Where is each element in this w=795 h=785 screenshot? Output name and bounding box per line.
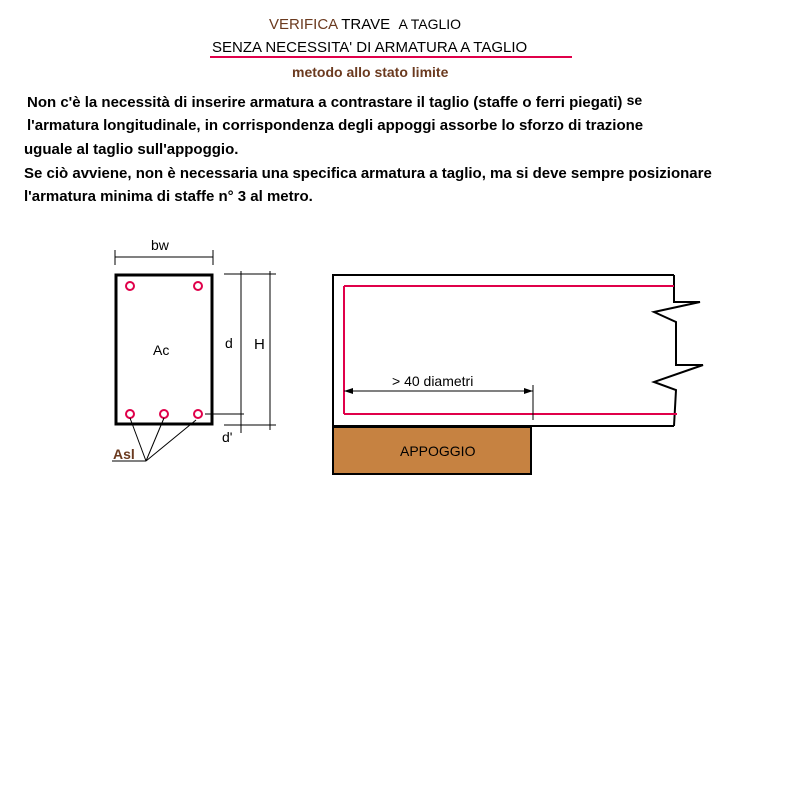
title-a-taglio: A TAGLIO <box>398 16 462 32</box>
h-label: H <box>254 336 265 353</box>
support-label: APPOGGIO <box>400 443 476 459</box>
paragraph-line-2: l'armatura longitudinale, in corrispondenza degli appoggi assorbe lo sforzo di trazione <box>27 117 644 134</box>
asl-label: Asl <box>113 446 135 462</box>
asl-leader-3 <box>146 420 196 461</box>
paragraph-line-1-se: se <box>626 92 643 108</box>
anchorage-label: > 40 diametri <box>392 373 474 389</box>
rebar-bottom-middle <box>160 410 168 418</box>
ac-label: Ac <box>153 342 170 358</box>
rebar-bottom-left <box>126 410 134 418</box>
d-prime-label: d' <box>222 429 233 445</box>
title-line-2: SENZA NECESSITA' DI ARMATURA A TAGLIO <box>212 39 528 56</box>
rebar-bottom-right <box>194 410 202 418</box>
rebar-top-left <box>126 282 134 290</box>
title-line-3: metodo allo stato limite <box>292 64 449 80</box>
paragraph-line-5-dot: . <box>308 188 313 205</box>
rebar-top-right <box>194 282 202 290</box>
anchorage-arrow-left <box>344 388 353 394</box>
paragraph-line-3: uguale al taglio sull'appoggio. <box>24 141 239 158</box>
d-label: d <box>225 335 233 351</box>
beam-break-line <box>654 275 703 426</box>
cross-section <box>112 237 276 462</box>
paragraph-line-4: Se ciò avviene, non è necessaria una specifica armatura a taglio, ma si deve sempre posizionare <box>24 165 712 182</box>
bw-label: bw <box>151 237 169 253</box>
paragraph-line-5-main: l'armatura minima di staffe n° 3 al metro <box>24 188 309 205</box>
anchorage-arrow-right <box>524 388 533 394</box>
beam-elevation <box>333 275 703 474</box>
title-verifica: VERIFICA <box>269 16 338 33</box>
title-trave: TRAVE <box>341 16 391 33</box>
beam-outline <box>333 275 674 426</box>
paragraph-line-1-main: Non c'è la necessità di inserire armatura a contrastare il taglio (staffe o ferri piegati) <box>27 94 623 111</box>
